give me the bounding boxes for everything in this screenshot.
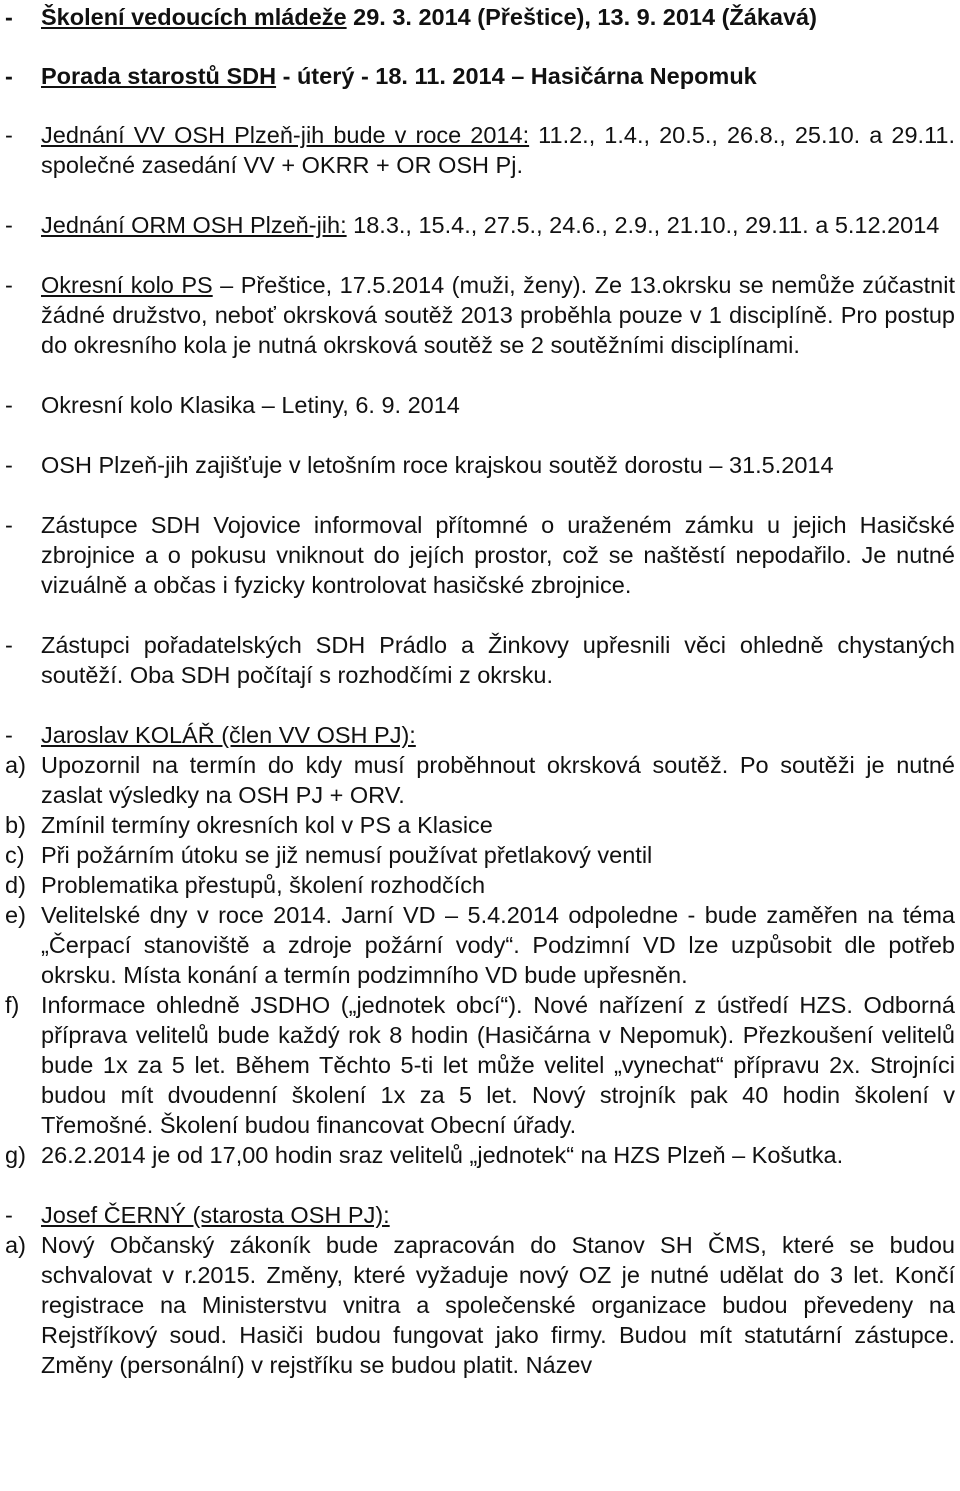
cerny-heading: [5, 1200, 955, 1230]
kolar-item-d: [5, 870, 955, 900]
paragraph-vv-dates: [5, 120, 955, 180]
list-marker: b): [5, 812, 26, 838]
kolar-item-b: [5, 810, 955, 840]
paragraph-text: 18.3., 15.4., 27.5., 24.6., 2.9., 21.10., 29.11. a 5.12.2014: [346, 212, 940, 238]
paragraph-text: – Přeštice, 17.5.2014 (muži, ženy). Ze 13.okrsku se nemůže zúčastnit žádné družstvo, neboť okrsková soutěž 2013 proběhla pouze v 1 disciplíně. Pro postup do okresního kola je nutná okrsková soutěž se 2 soutěžními disciplínami.: [41, 272, 955, 358]
paragraph-vojovice: [5, 510, 955, 600]
list-marker: -: [5, 452, 13, 478]
item-text: Zmínil termíny okresních kol v PS a Klasice: [41, 812, 493, 838]
paragraph-text: Okresní kolo Klasika – Letiny, 6. 9. 2014: [41, 392, 460, 418]
list-marker: -: [5, 632, 13, 658]
item-text: Nový Občanský zákoník bude zapracován do Stanov SH ČMS, které se budou schvalovat v r.2015. Změny, které vyžaduje nový OZ je nutné udělat do 3 let. Končí registrace na Ministerstvu vnitra a společenské organizace budou převedeny na Rejstříkový soud. Hasiči budou fungovat jako firmy. Budou mít statutární zástupce. Změny (personální) v rejstříku se budou platit. Název: [41, 1232, 955, 1378]
kolar-item-c: [5, 840, 955, 870]
item-text: Velitelské dny v roce 2014. Jarní VD – 5.4.2014 odpoledne - bude zaměřen na téma „Čerpací stanoviště a zdroje požární vody“. Podzimní VD lze uzpůsobit dle potřeb okrsku. Místa konání a termín podzimního VD bude upřesněn.: [41, 902, 955, 988]
paragraph-text: - úterý - 18. 11. 2014 – Hasičárna Nepomuk: [276, 63, 757, 89]
item-text: 26.2.2014 je od 17,00 hodin sraz velitelů „jednotek“ na HZS Plzeň – Košutka.: [41, 1142, 844, 1168]
paragraph-heading: Okresní kolo PS: [41, 272, 213, 298]
list-marker: f): [5, 992, 20, 1018]
item-text: Problematika přestupů, školení rozhodčích: [41, 872, 486, 898]
list-marker: -: [5, 212, 13, 238]
paragraph-heading: Školení vedoucích mládeže: [41, 4, 347, 30]
section-heading: Jaroslav KOLÁŘ (člen VV OSH PJ):: [41, 722, 416, 748]
paragraph-pradlo-zinkovy: [5, 630, 955, 690]
document-page: [5, 2, 955, 1380]
list-marker: -: [5, 272, 13, 298]
list-marker: -: [5, 722, 13, 748]
kolar-item-g: [5, 1140, 955, 1170]
kolar-item-e: [5, 900, 955, 990]
list-marker: -: [5, 63, 13, 89]
list-marker: e): [5, 902, 26, 928]
list-marker: -: [5, 392, 13, 418]
list-marker: d): [5, 872, 26, 898]
list-marker: a): [5, 752, 26, 778]
list-marker: -: [5, 512, 13, 538]
list-marker: -: [5, 4, 13, 30]
paragraph-training: [5, 2, 955, 32]
item-text: Při požárním útoku se již nemusí používat přetlakový ventil: [41, 842, 653, 868]
paragraph-text: Zástupci pořadatelských SDH Prádlo a Žinkovy upřesnili věci ohledně chystaných soutěží. Oba SDH počítají s rozhodčími z okrsku.: [41, 632, 955, 688]
paragraph-meeting: [5, 61, 955, 91]
paragraph-heading: Jednání ORM OSH Plzeň-jih:: [41, 212, 347, 238]
paragraph-text: OSH Plzeň-jih zajišťuje v letošním roce krajskou soutěž dorostu – 31.5.2014: [41, 452, 834, 478]
kolar-item-f: [5, 990, 955, 1140]
item-text: Upozornil na termín do kdy musí proběhnout okrsková soutěž. Po soutěži je nutné zaslat výsledky na OSH PJ + ORV.: [41, 752, 955, 808]
list-marker: a): [5, 1232, 26, 1258]
kolar-heading: [5, 720, 955, 750]
list-marker: g): [5, 1142, 26, 1168]
kolar-item-a: [5, 750, 955, 810]
list-marker: -: [5, 1202, 13, 1228]
section-heading: Josef ČERNÝ (starosta OSH PJ):: [41, 1202, 390, 1228]
paragraph-orm-dates: [5, 210, 955, 240]
list-marker: -: [5, 122, 13, 148]
paragraph-heading: Porada starostů SDH: [41, 63, 277, 89]
paragraph-text: 29. 3. 2014 (Přeštice), 13. 9. 2014 (Žákavá): [346, 4, 817, 30]
paragraph-text: 11.2., 1.4., 20.5., 26.8., 25.10. a 29.11. společné zasedání VV + OKRR + OR OSH Pj.: [41, 122, 956, 178]
paragraph-district-klasika: [5, 390, 955, 420]
paragraph-regional-youth: [5, 450, 955, 480]
list-marker: c): [5, 842, 25, 868]
paragraph-district-ps: [5, 270, 955, 360]
paragraph-heading: Jednání VV OSH Plzeň-jih bude v roce 2014:: [41, 122, 530, 148]
item-text: Informace ohledně JSDHO („jednotek obcí“). Nové nařízení z ústředí HZS. Odborná příprava velitelů bude každý rok 8 hodin (Hasičárna v Nepomuk). Přezkoušení velitelů bude 1x za 5 let. Během Těchto 5-ti let může velitel „vynechat“ přípravu 2x. Strojníci budou mít dvoudenní školení 1x za 5 let. Nový strojník pak 40 hodin školení v Třemošné. Školení budou financovat Obecní úřady.: [41, 992, 955, 1138]
paragraph-text: Zástupce SDH Vojovice informoval přítomné o uraženém zámku u jejich Hasičské zbrojnice a o pokusu vniknout do jejích prostor, což se naštěstí nepodařilo. Je nutné vizuálně a občas i fyzicky kontrolovat hasičské zbrojnice.: [41, 512, 955, 598]
cerny-item-a: [5, 1230, 955, 1380]
